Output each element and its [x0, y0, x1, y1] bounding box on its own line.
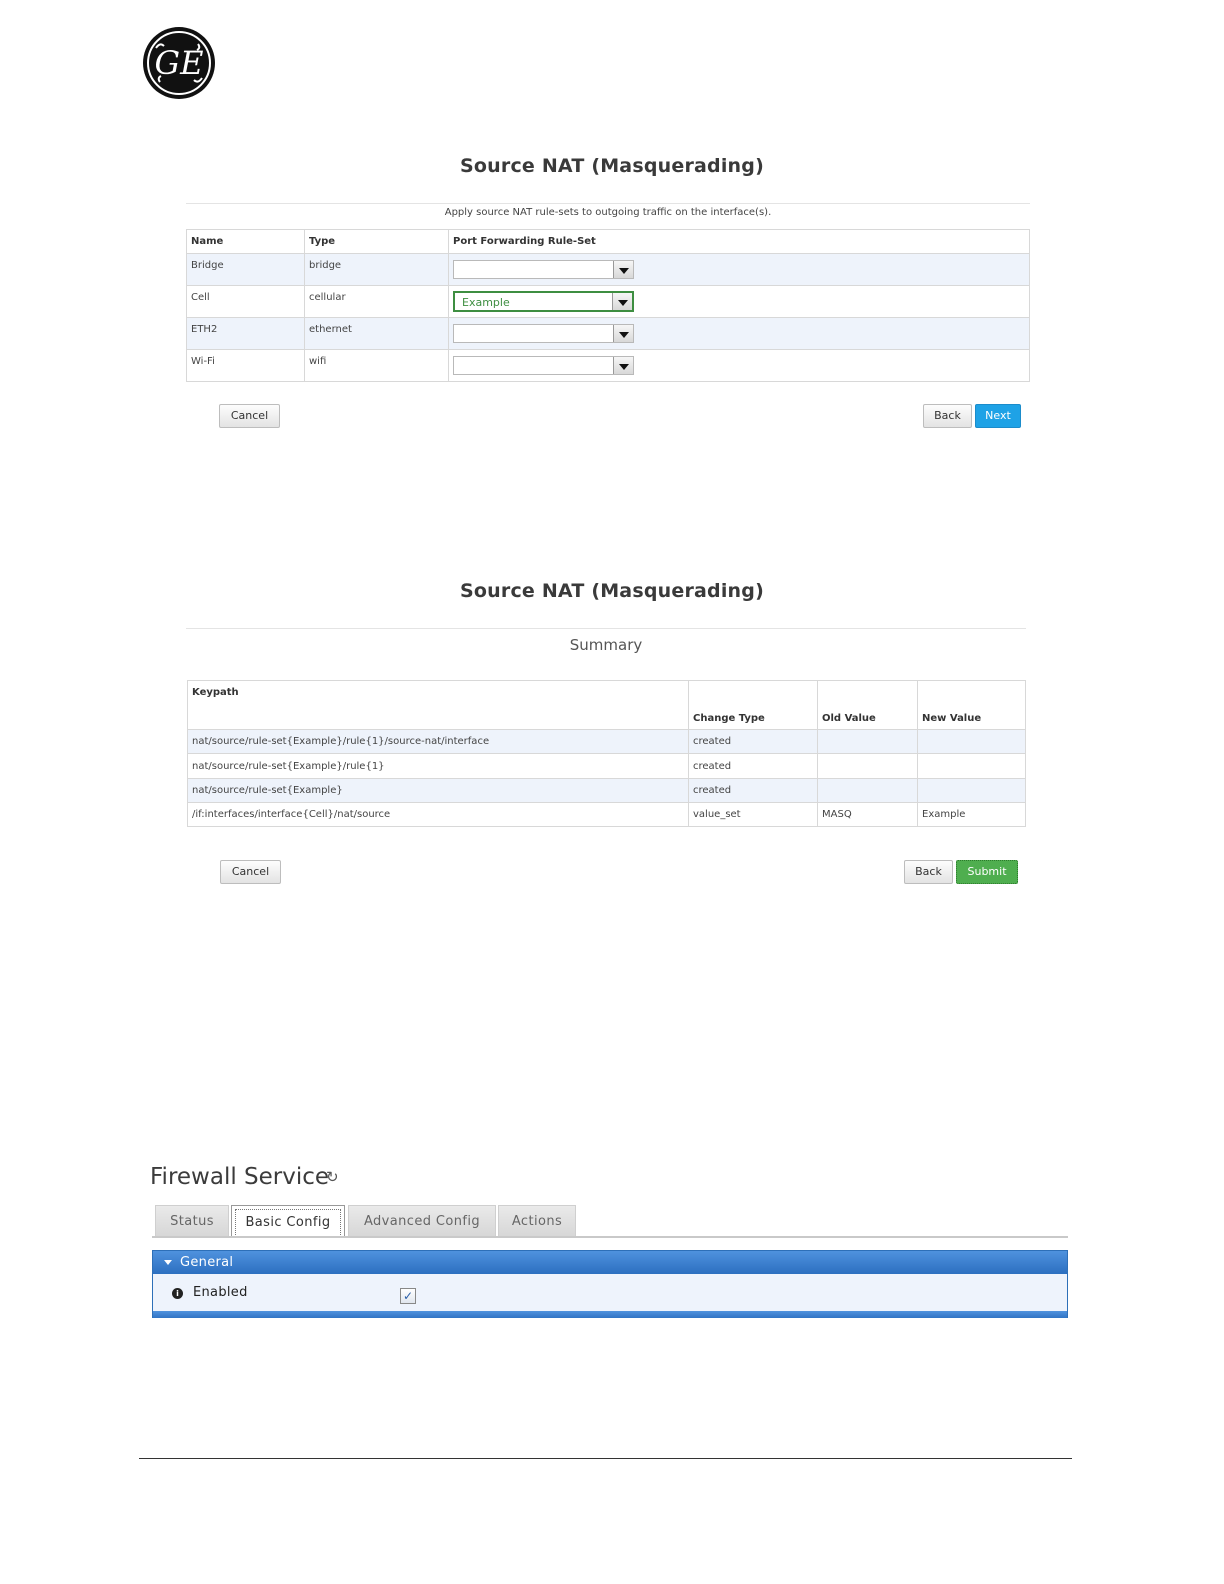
back-button[interactable]: Back — [904, 860, 953, 884]
table-row — [188, 754, 1026, 779]
column-header-new-value: New Value — [918, 681, 1026, 730]
chevron-down-icon[interactable] — [613, 261, 633, 278]
divider — [186, 203, 1030, 204]
cell-keypath: nat/source/rule-set{Example} — [188, 779, 689, 803]
cell-ruleset — [449, 350, 1030, 382]
ruleset-select-cell[interactable] — [453, 291, 634, 312]
tab-advanced-config[interactable]: Advanced Config — [348, 1205, 496, 1237]
cell-name: Cell — [187, 286, 305, 318]
info-icon: i — [172, 1288, 183, 1299]
logo-lettering: GE — [154, 44, 204, 82]
description-text: Apply source NAT rule-sets to outgoing traffic on the interface(s). — [444, 207, 772, 218]
cell-change-type: created — [689, 754, 818, 779]
cell-name: Wi-Fi — [187, 350, 305, 382]
cell-keypath: nat/source/rule-set{Example}/rule{1}/source-nat/interface — [188, 730, 689, 754]
cell-old-value — [818, 779, 918, 803]
enabled-checkbox[interactable]: ✓ — [400, 1288, 416, 1304]
next-button[interactable]: Next — [975, 404, 1021, 428]
column-header-change-type: Change Type — [689, 681, 818, 730]
cell-change-type: created — [689, 730, 818, 754]
table-row — [188, 779, 1026, 803]
cell-ruleset — [449, 254, 1030, 286]
cell-type: ethernet — [305, 318, 449, 350]
cell-name: Bridge — [187, 254, 305, 286]
tab-basic-config-label: Basic Config — [235, 1209, 341, 1237]
cell-old-value: MASQ — [818, 803, 918, 827]
ruleset-select-value: Example — [462, 296, 510, 309]
chevron-down-icon[interactable] — [613, 325, 633, 342]
table-row — [187, 286, 1030, 318]
column-header-old-value: Old Value — [818, 681, 918, 730]
table-row — [188, 730, 1026, 754]
column-header-name: Name — [187, 230, 305, 254]
firewall-service-title: Firewall Service — [150, 1164, 330, 1190]
cell-new-value — [918, 779, 1026, 803]
general-section-header[interactable] — [153, 1251, 1067, 1274]
table-header-row — [188, 681, 1026, 730]
cell-new-value: Example — [918, 803, 1026, 827]
cell-type: wifi — [305, 350, 449, 382]
back-button[interactable]: Back — [923, 404, 972, 428]
caret-down-icon — [164, 1260, 172, 1265]
cell-type: cellular — [305, 286, 449, 318]
cell-ruleset — [449, 318, 1030, 350]
page-title: Source NAT (Masquerading) — [460, 580, 764, 602]
table-row — [187, 254, 1030, 286]
cancel-button[interactable]: Cancel — [220, 860, 281, 884]
ruleset-select-bridge[interactable] — [453, 260, 634, 279]
enabled-label: Enabled — [193, 1285, 248, 1300]
chevron-down-icon[interactable] — [613, 357, 633, 374]
cell-ruleset — [449, 286, 1030, 318]
general-section — [152, 1250, 1068, 1318]
tab-status[interactable]: Status — [155, 1205, 229, 1237]
table-row — [187, 350, 1030, 382]
column-header-ruleset: Port Forwarding Rule-Set — [449, 230, 1030, 254]
cell-name: ETH2 — [187, 318, 305, 350]
cell-keypath: nat/source/rule-set{Example}/rule{1} — [188, 754, 689, 779]
tab-actions[interactable]: Actions — [498, 1205, 576, 1237]
section-label: General — [180, 1255, 234, 1270]
tab-basic-config[interactable] — [231, 1205, 345, 1237]
cell-new-value — [918, 730, 1026, 754]
next-section-header — [153, 1311, 1067, 1318]
cell-keypath: /if:interfaces/interface{Cell}/nat/source — [188, 803, 689, 827]
table-header-row — [187, 230, 1030, 254]
summary-title: Summary — [569, 636, 643, 654]
summary-table — [187, 680, 1026, 827]
cell-old-value — [818, 730, 918, 754]
divider — [186, 628, 1026, 629]
refresh-icon[interactable]: ↻ — [326, 1168, 339, 1186]
enabled-row — [153, 1274, 1067, 1311]
table-row — [188, 803, 1026, 827]
footer-rule — [139, 1458, 1072, 1459]
table-row — [187, 318, 1030, 350]
chevron-down-icon[interactable] — [612, 293, 632, 310]
cell-old-value — [818, 754, 918, 779]
cell-change-type: created — [689, 779, 818, 803]
column-header-keypath: Keypath — [188, 681, 689, 730]
tab-divider — [152, 1236, 1068, 1238]
ruleset-select-eth2[interactable] — [453, 324, 634, 343]
cell-type: bridge — [305, 254, 449, 286]
ge-logo — [142, 26, 216, 100]
cell-change-type: value_set — [689, 803, 818, 827]
cancel-button[interactable]: Cancel — [219, 404, 280, 428]
cell-new-value — [918, 754, 1026, 779]
column-header-type: Type — [305, 230, 449, 254]
submit-button[interactable]: Submit — [956, 860, 1018, 884]
ruleset-select-wifi[interactable] — [453, 356, 634, 375]
page-title: Source NAT (Masquerading) — [460, 155, 764, 177]
interfaces-table — [186, 229, 1030, 382]
